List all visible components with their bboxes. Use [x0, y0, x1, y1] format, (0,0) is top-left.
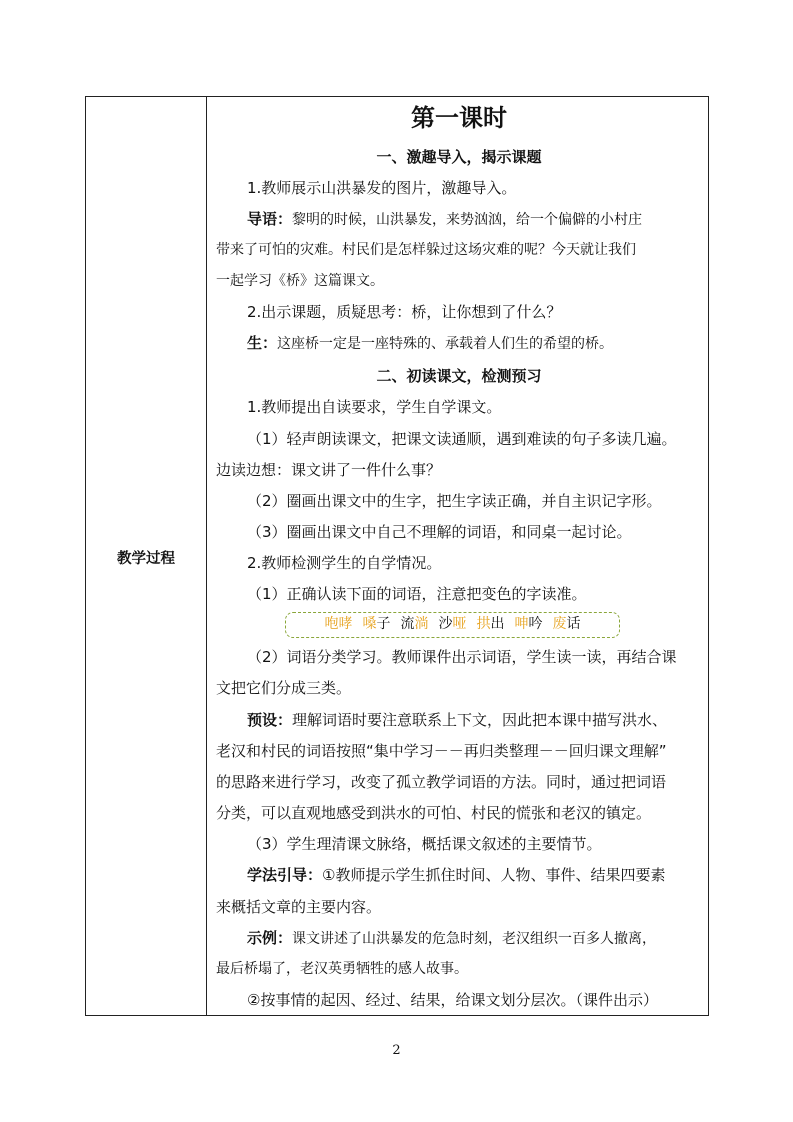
content-cell [208, 97, 708, 1015]
vocab-highlight: 哑 [452, 616, 467, 632]
vocab-word [401, 616, 429, 632]
page-number: 2 [392, 1043, 401, 1058]
vocab-char: 沙 [438, 616, 453, 632]
vocab-word [325, 616, 353, 632]
vocab-char: 子 [376, 616, 391, 632]
left-column-cell [86, 97, 207, 1015]
paragraph: ②按事情的起因、经过、结果，给课文划分层次。（课件出示） [247, 991, 658, 1009]
vocab-word [363, 616, 391, 632]
paragraph: 2.出示课题，质疑思考：桥，让你想到了什么？ [247, 303, 562, 321]
vocab-word [477, 616, 505, 632]
paragraph [216, 209, 702, 230]
section-heading-2: 二、初读课文，检测预习 [376, 367, 542, 385]
paragraph [216, 710, 702, 730]
vocab-char: 出 [490, 616, 505, 632]
paragraph: 老汉和村民的词语按照“集中学习－－再归类整理－－回归课文理解” [216, 742, 667, 760]
paragraph: （1）正确认读下面的词语，注意把变色的字读准。 [247, 585, 587, 603]
paragraph [216, 865, 702, 885]
section-heading-1: 一、激趣导入，揭示课题 [376, 148, 542, 166]
label-xuefa: 学法引导： [247, 866, 323, 884]
paragraph: （2）词语分类学习。教师课件出示词语，学生读一读，再结合课 [247, 648, 677, 666]
paragraph: （3）学生理清课文脉络，概括课文叙述的主要情节。 [247, 835, 602, 853]
vocab-highlight: 咆哮 [324, 616, 353, 632]
text: 理解词语时要注意联系上下文，因此把本课中描写洪水、 [292, 711, 668, 729]
vocab-highlight: 呻 [514, 616, 529, 632]
paragraph: （2）圈画出课文中的生字，把生字读正确，并自主识记字形。 [247, 492, 662, 510]
paragraph: （3）圈画出课文中自己不理解的词语，和同桌一起讨论。 [247, 523, 632, 541]
paragraph: 带来了可怕的灾难。村民们是怎样躲过这场灾难的呢？今天就让我们 [216, 242, 636, 258]
paragraph [216, 928, 702, 949]
vocab-highlight: 嗓 [362, 616, 377, 632]
text: ①教师提示学生抓住时间、人物、事件、结果四要素 [322, 866, 666, 884]
lesson-table [85, 96, 709, 1016]
label-shili: 示例： [247, 929, 293, 947]
text: 课文讲述了山洪暴发的危急时刻，老汉组织一百多人撤离， [292, 931, 657, 947]
lesson-title: 第一课时 [411, 104, 507, 132]
label-yushe: 预设： [247, 711, 293, 729]
text: 黎明的时候，山洪暴发，来势汹汹，给一个偏僻的小村庄 [292, 212, 643, 228]
paragraph: 一起学习《桥》这篇课文。 [216, 273, 384, 289]
paragraph: 2.教师检测学生的自学情况。 [247, 554, 442, 572]
paragraph: 来概括文章的主要内容。 [216, 898, 382, 916]
paragraph: 边读边想：课文讲了一件什么事？ [216, 461, 442, 479]
vocabulary-box [285, 612, 620, 638]
vocab-highlight: 拱 [476, 616, 491, 632]
vocab-highlight: 废 [552, 616, 567, 632]
paragraph: 文把它们分成三类。 [216, 679, 352, 697]
vocab-word [515, 616, 543, 632]
paragraph [216, 333, 702, 354]
vocab-char: 话 [566, 616, 581, 632]
vocab-word [439, 616, 467, 632]
label-daoyu: 导语： [247, 210, 293, 228]
vocab-highlight: 淌 [414, 616, 429, 632]
paragraph: 1.教师展示山洪暴发的图片，激趣导入。 [247, 179, 517, 197]
paragraph: 分类，可以直观地感受到洪水的可怕、村民的慌张和老汉的镇定。 [216, 804, 652, 822]
paragraph: 最后桥塌了，老汉英勇牺牲的感人故事。 [216, 961, 468, 977]
paragraph: （1）轻声朗读课文，把课文读通顺，遇到难读的句子多读几遍。 [247, 430, 677, 448]
paragraph: 1.教师提出自读要求，学生自学课文。 [247, 398, 502, 416]
vocab-char: 流 [400, 616, 415, 632]
vocab-char: 吟 [528, 616, 543, 632]
vocab-word [553, 616, 581, 632]
text: 这座桥一定是一座特殊的、承载着人们生的希望的桥。 [277, 336, 614, 352]
label-sheng: 生： [247, 334, 278, 352]
row-label: 教学过程 [117, 551, 175, 567]
paragraph: 的思路来进行学习，改变了孤立教学词语的方法。同时，通过把词语 [216, 773, 667, 791]
